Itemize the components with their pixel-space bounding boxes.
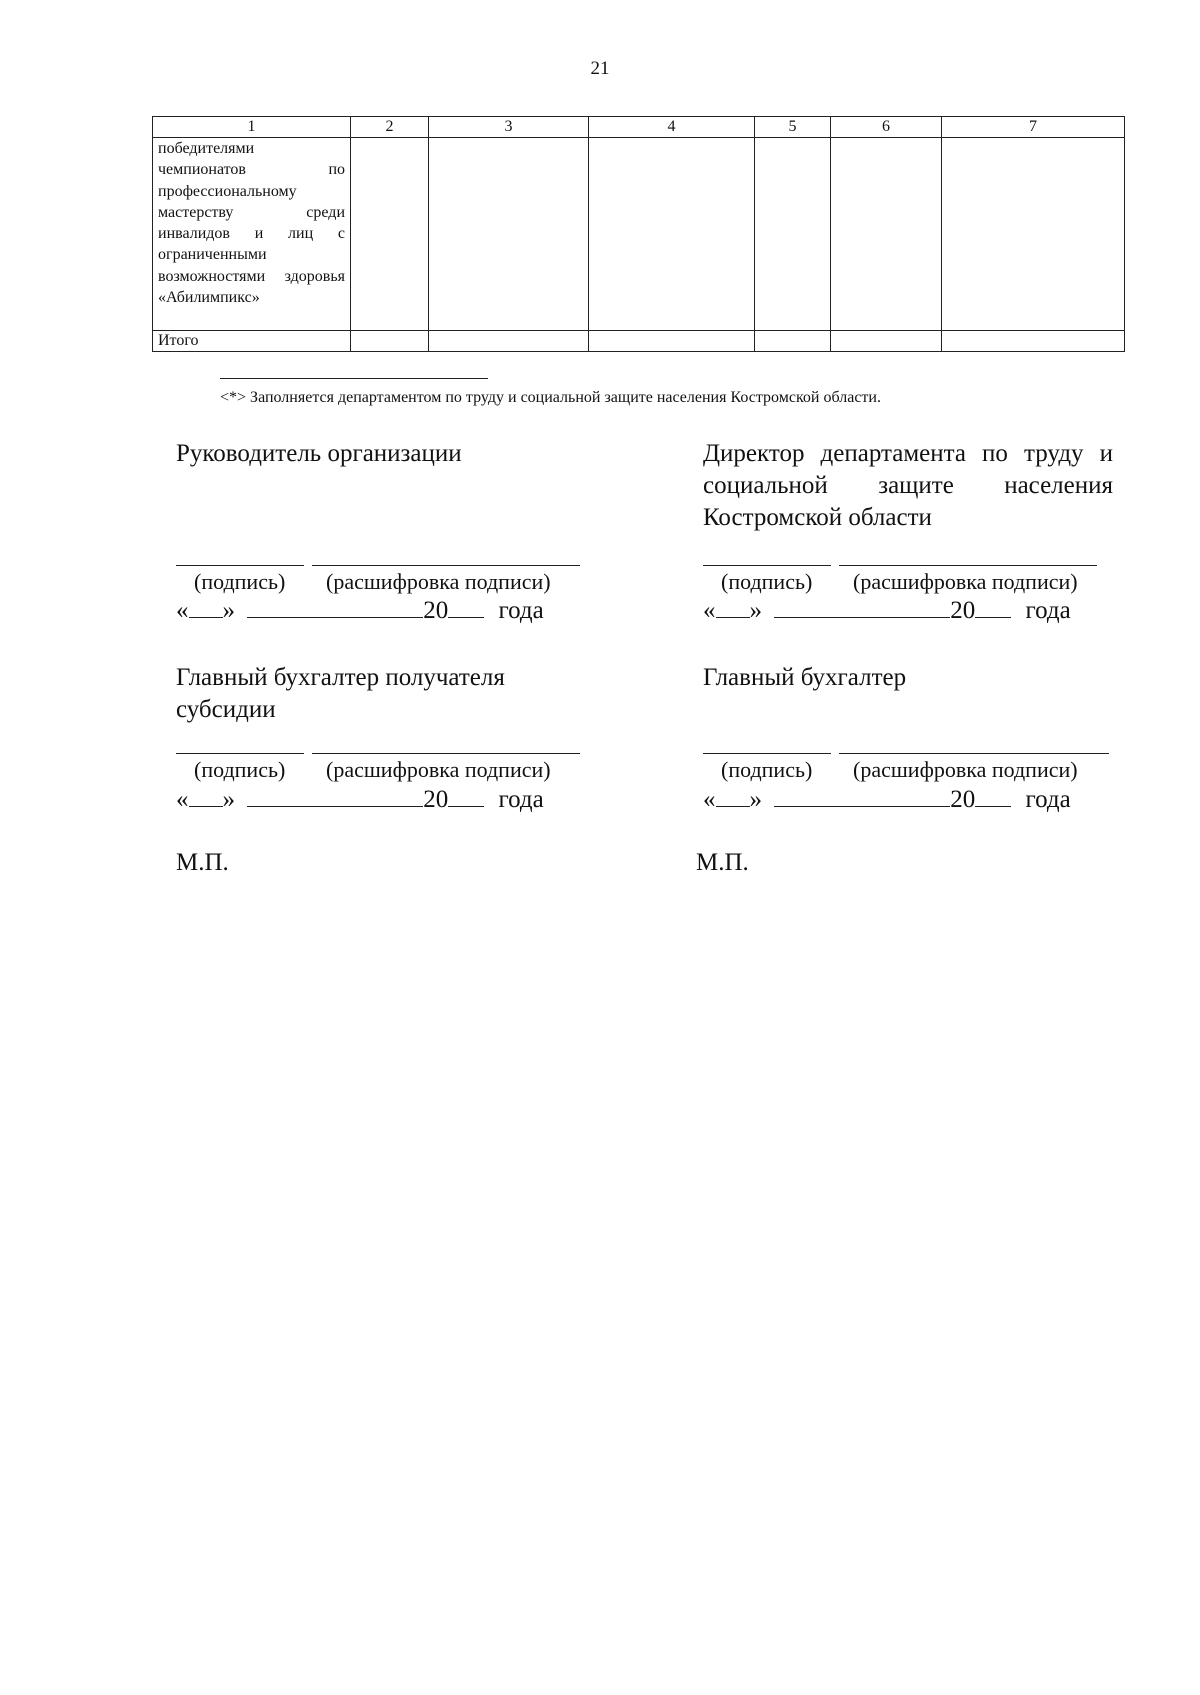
right-head-date	[703, 597, 1071, 625]
left-accountant-signature-caption: (подпись)	[194, 757, 286, 782]
left-head-decode-caption: (расшифровка подписи)	[326, 569, 551, 594]
table-cell	[831, 331, 942, 352]
table-cell	[831, 138, 942, 331]
year-prefix: 20	[423, 597, 449, 624]
right-head-title: Директор департамента по труду и социальной защите населения Костромской области	[703, 440, 1113, 531]
table-header-cell: 5	[755, 117, 831, 138]
table-cell	[351, 138, 429, 331]
quote-close: »	[749, 597, 762, 624]
left-accountant-date	[176, 786, 544, 814]
table-cell	[755, 138, 831, 331]
quote-open: «	[176, 786, 189, 813]
table-cell	[351, 331, 429, 352]
table-header-cell: 7	[942, 117, 1125, 138]
footnote: <*> Заполняется департаментом по труду и социальной защите населения Костромской области.	[220, 389, 881, 406]
table-header-cell: 1	[153, 117, 351, 138]
year-suffix: года	[1025, 786, 1071, 813]
right-head-decode-caption: (расшифровка подписи)	[853, 569, 1078, 594]
right-accountant-date	[703, 786, 1071, 814]
table-header-row	[153, 117, 1125, 138]
year-prefix: 20	[950, 786, 976, 813]
left-head-signature-caption: (подпись)	[194, 569, 286, 594]
year-suffix: года	[1025, 597, 1071, 624]
table-header-cell: 4	[589, 117, 755, 138]
quote-open: «	[703, 786, 716, 813]
year-suffix: года	[498, 786, 544, 813]
right-accountant-title: Главный бухгалтер	[703, 664, 907, 691]
left-accountant-title: Главный бухгалтер получателя субсидии	[176, 664, 505, 723]
quote-open: «	[176, 597, 189, 624]
year-prefix: 20	[423, 786, 449, 813]
table-cell	[589, 331, 755, 352]
left-head-date	[176, 597, 544, 625]
right-accountant-signature-caption: (подпись)	[721, 757, 813, 782]
table-row	[153, 138, 1125, 331]
data-table	[152, 116, 1125, 352]
table-cell	[942, 138, 1125, 331]
right-head-signature-caption: (подпись)	[721, 569, 813, 594]
row-description: победителями чемпионатов по профессиональному мастерству среди инвалидов и лиц с ограниченными возможностями здоровья «Абилимпикс»	[158, 140, 345, 307]
left-head-title: Руководитель организации	[176, 440, 462, 467]
table-header-cell: 6	[831, 117, 942, 138]
left-stamp-label: М.П.	[176, 849, 229, 876]
quote-close: »	[222, 597, 235, 624]
page-number: 21	[590, 58, 610, 79]
year-suffix: года	[498, 597, 544, 624]
footnote-divider	[220, 378, 488, 379]
right-accountant-decode-caption: (расшифровка подписи)	[853, 757, 1078, 782]
quote-close: »	[222, 786, 235, 813]
table-total-row	[153, 331, 1125, 352]
table-cell	[153, 138, 351, 331]
table-header-cell: 3	[429, 117, 589, 138]
left-accountant-decode-caption: (расшифровка подписи)	[326, 757, 551, 782]
table-cell	[429, 138, 589, 331]
table-header-cell: 2	[351, 117, 429, 138]
table-cell	[755, 331, 831, 352]
quote-close: »	[749, 786, 762, 813]
table-cell	[429, 331, 589, 352]
right-stamp-label: М.П.	[696, 849, 749, 876]
table-cell	[942, 331, 1125, 352]
table-cell	[589, 138, 755, 331]
year-prefix: 20	[950, 597, 976, 624]
quote-open: «	[703, 597, 716, 624]
total-label: Итого	[153, 331, 351, 352]
